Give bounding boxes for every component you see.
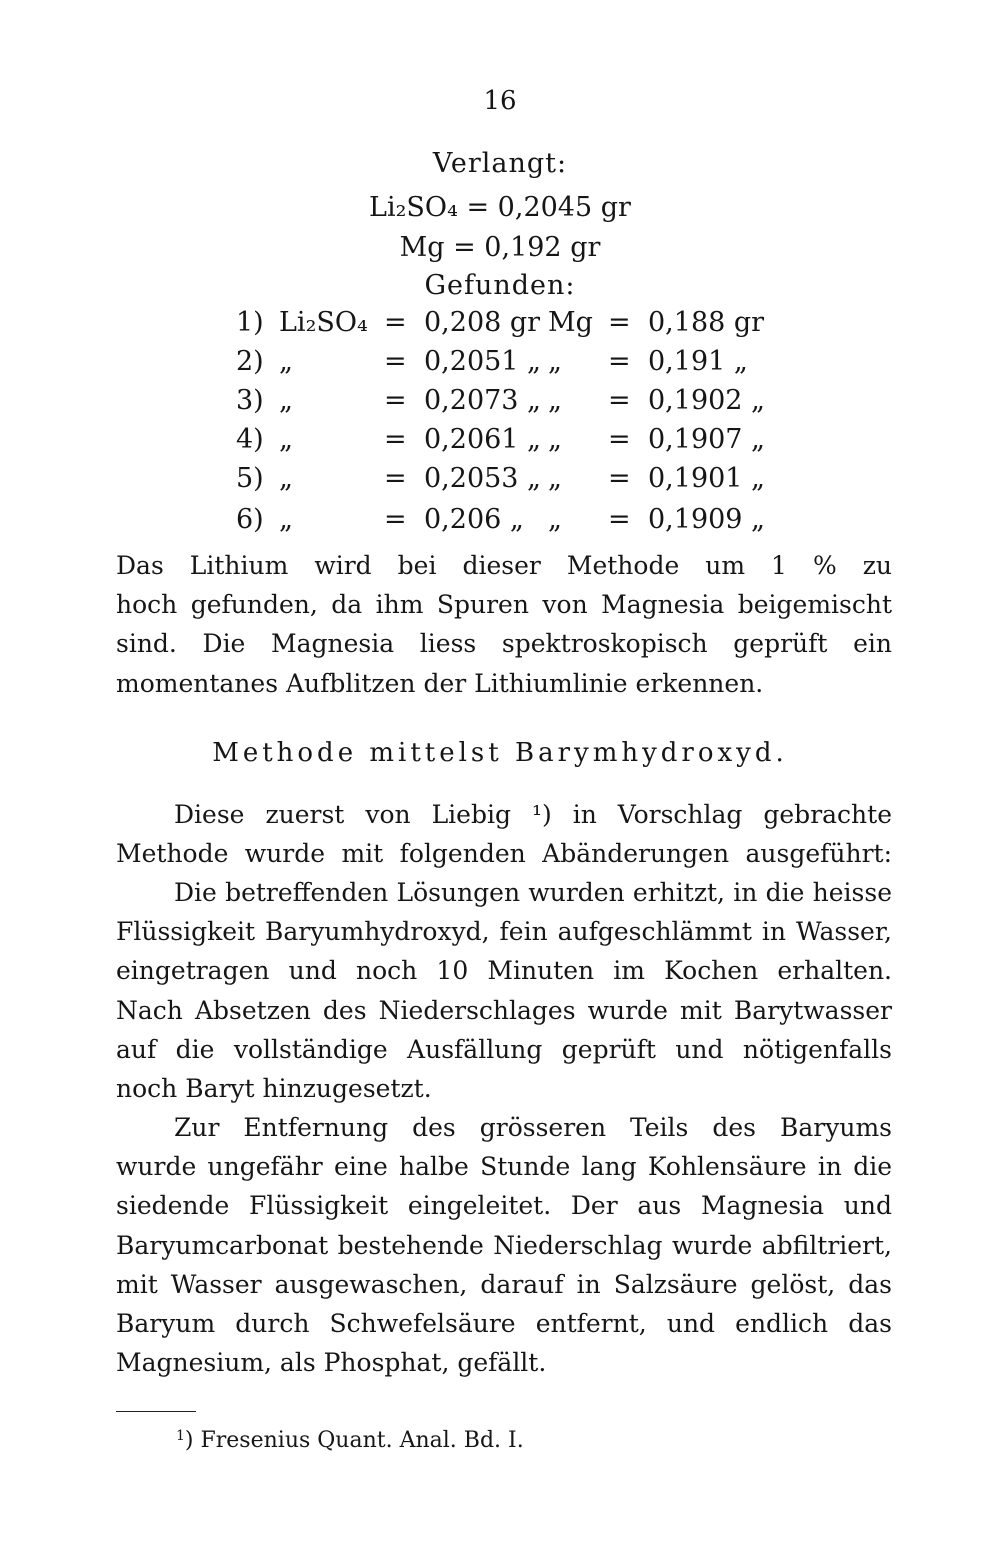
measurement-row	[0, 462, 1000, 496]
required-formula-lithium: Li₂SO₄ = 0,2045 gr	[369, 192, 631, 223]
magnesium-value: 0,188 gr	[648, 307, 765, 338]
equals-sign: =	[608, 385, 631, 416]
text-line: Nach Absetzen des Niederschlages wurde mit Barytwasser	[116, 995, 892, 1025]
paragraph-lithium-result	[116, 546, 892, 703]
equals-sign: =	[384, 307, 407, 338]
paragraph-baryum-removal	[116, 1108, 892, 1382]
text-line: momentanes Aufblitzen der Lithiumlinie erkennen.	[116, 668, 764, 698]
text-line: sind. Die Magnesia liess spektroskopisch geprüft ein	[116, 629, 892, 659]
ditto-mark: „	[279, 463, 293, 494]
equals-sign: =	[384, 346, 407, 377]
lithium-value: 0,2051 „	[424, 346, 542, 377]
text-line: Zur Entfernung des grösseren Teils des Baryums	[174, 1113, 892, 1142]
paragraph-method-intro	[116, 795, 892, 873]
text-line: Die betreffenden Lösungen wurden erhitzt, in die heisse	[174, 878, 892, 907]
text-line: Magnesium, als Phosphat, gefällt.	[116, 1348, 547, 1378]
page-number: 16	[483, 86, 517, 116]
footnote-divider	[116, 1411, 196, 1412]
equals-sign: =	[608, 424, 631, 455]
required-formula-magnesium: Mg = 0,192 gr	[399, 232, 601, 263]
text-line: Diese zuerst von Liebig ¹) in Vorschlag gebrachte	[174, 800, 892, 829]
footnote	[176, 1426, 524, 1456]
text-line: siedende Flüssigkeit eingeleitet. Der aus Magnesia und	[116, 1191, 892, 1221]
found-heading: Gefunden:	[424, 270, 576, 301]
section-heading: Methode mittelst Barymhydroxyd.	[212, 738, 788, 768]
lithium-value: 0,2061 „	[424, 424, 542, 455]
row-number: 2)	[236, 346, 264, 377]
lithium-value: 0,2073 „	[424, 385, 542, 416]
equals-sign: =	[608, 346, 631, 377]
text-line: Baryum durch Schwefelsäure entfernt, und endlich das	[116, 1309, 892, 1339]
text-line: Das Lithium wird bei dieser Methode um 1 % zu	[116, 551, 892, 580]
row-number: 6)	[236, 504, 264, 535]
row-number: 5)	[236, 463, 264, 494]
measurement-row	[0, 384, 1000, 418]
text-line: auf die vollständige Ausfällung geprüft und nötigenfalls	[116, 1034, 892, 1064]
footnote-text: ) Fresenius Quant. Anal. Bd. I.	[184, 1428, 524, 1453]
text-line: wurde ungefähr eine halbe Stunde lang Kohlensäure in die	[116, 1152, 892, 1182]
text-line: Baryumcarbonat bestehende Niederschlag wurde abfiltriert,	[116, 1230, 892, 1260]
text-line: hoch gefunden, da ihm Spuren von Magnesia beigemischt	[116, 590, 892, 620]
ditto-mark: „	[548, 424, 562, 455]
magnesium-value: 0,191 „	[648, 346, 748, 377]
equals-sign: =	[384, 385, 407, 416]
equals-sign: =	[384, 424, 407, 455]
equals-sign: =	[608, 307, 631, 338]
text-line: Methode wurde mit folgenden Abänderungen ausgeführt:	[116, 839, 892, 869]
text-line: noch Baryt hinzugesetzt.	[116, 1074, 432, 1104]
equals-sign: =	[384, 463, 407, 494]
measurement-row	[0, 423, 1000, 457]
row-number: 1)	[236, 307, 264, 338]
text-line: mit Wasser ausgewaschen, darauf in Salzsäure gelöst, das	[116, 1269, 892, 1299]
measurement-row	[0, 306, 1000, 340]
measurement-row	[0, 345, 1000, 379]
ditto-mark: „	[548, 463, 562, 494]
element-label: Mg	[548, 307, 593, 338]
text-line: eingetragen und noch 10 Minuten im Kochen erhalten.	[116, 956, 892, 986]
ditto-mark: „	[279, 346, 293, 377]
ditto-mark: „	[279, 424, 293, 455]
measurement-row	[0, 503, 1000, 537]
row-number: 3)	[236, 385, 264, 416]
ditto-mark: „	[548, 346, 562, 377]
ditto-mark: „	[279, 385, 293, 416]
ditto-mark: „	[279, 504, 293, 535]
compound-label: Li₂SO₄	[279, 307, 368, 338]
ditto-mark: „	[548, 385, 562, 416]
required-heading: Verlangt:	[432, 148, 568, 179]
lithium-value: 0,208 gr	[424, 307, 541, 338]
text-line: Flüssigkeit Baryumhydroxyd, fein aufgeschlämmt in Wasser,	[116, 917, 892, 947]
paragraph-procedure	[116, 873, 892, 1108]
lithium-value: 0,2053 „	[424, 463, 542, 494]
magnesium-value: 0,1902 „	[648, 385, 766, 416]
row-number: 4)	[236, 424, 264, 455]
lithium-value: 0,206 „	[424, 504, 524, 535]
equals-sign: =	[608, 463, 631, 494]
equals-sign: =	[608, 504, 631, 535]
magnesium-value: 0,1907 „	[648, 424, 766, 455]
footnote-marker: 1	[176, 1428, 185, 1444]
equals-sign: =	[384, 504, 407, 535]
ditto-mark: „	[548, 504, 562, 535]
magnesium-value: 0,1909 „	[648, 504, 766, 535]
magnesium-value: 0,1901 „	[648, 463, 766, 494]
